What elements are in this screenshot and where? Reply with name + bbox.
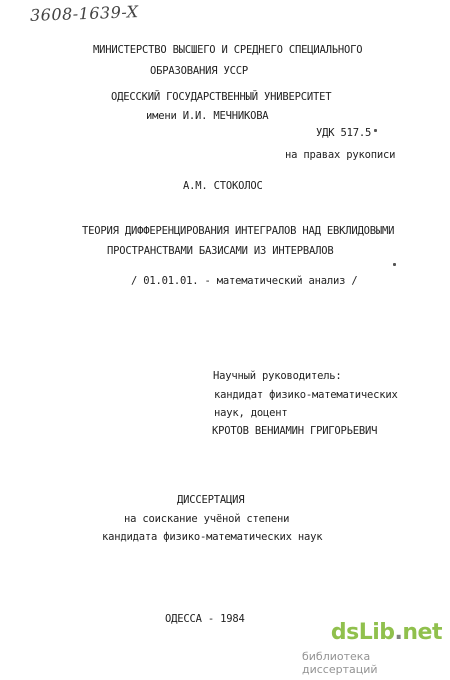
supervisor-degree-line-1: кандидат физико-математических — [214, 389, 398, 401]
specialty-code: / 01.01.01. - математический анализ / — [131, 275, 358, 287]
dissertation-heading: ДИССЕРТАЦИЯ — [177, 494, 245, 506]
dissertation-title-line-1: ТЕОРИЯ ДИФФЕРЕНЦИРОВАНИЯ ИНТЕГРАЛОВ НАД ЕВКЛИДОВЫМИ — [82, 225, 395, 237]
dslib-logo — [331, 620, 442, 645]
supervisor-degree-line-2: наук, доцент — [214, 407, 288, 419]
logo-dot: . — [394, 620, 403, 645]
udk-code: УДК 517.5 — [316, 127, 372, 139]
logo-main: dsLib — [330, 620, 395, 645]
ink-dot — [374, 129, 377, 132]
dissertation-purpose-line-2: кандидата физико-математических наук — [102, 531, 323, 543]
author-name: А.М. СТОКОЛОС — [183, 180, 263, 192]
ink-dot — [393, 263, 396, 266]
dissertation-title-line-2: ПРОСТРАНСТВАМИ БАЗИСАМИ ИЗ ИНТЕРВАЛОВ — [107, 245, 334, 257]
university-line-1: ОДЕССКИЙ ГОСУДАРСТВЕННЫЙ УНИВЕРСИТЕТ — [111, 91, 332, 103]
dslib-watermark — [302, 620, 442, 676]
ministry-line-2: ОБРАЗОВАНИЯ УССР — [150, 65, 248, 77]
ministry-line-1: МИНИСТЕРСТВО ВЫСШЕГО И СРЕДНЕГО СПЕЦИАЛЬНОГО — [93, 44, 363, 56]
supervisor-name: КРОТОВ ВЕНИАМИН ГРИГОРЬЕВИЧ — [212, 425, 378, 437]
logo-tld: net — [402, 620, 442, 645]
supervisor-label: Научный руководитель: — [213, 370, 342, 382]
handwritten-note: 3608-1639-X — [29, 2, 139, 25]
city-year: ОДЕССА - 1984 — [165, 613, 245, 625]
manuscript-rights: на правах рукописи — [285, 149, 396, 161]
university-line-2: имени И.И. МЕЧНИКОВА — [146, 110, 269, 122]
watermark-subtitle: библиотека диссертаций — [302, 650, 378, 676]
dissertation-purpose-line-1: на соискание учёной степени — [124, 513, 290, 525]
